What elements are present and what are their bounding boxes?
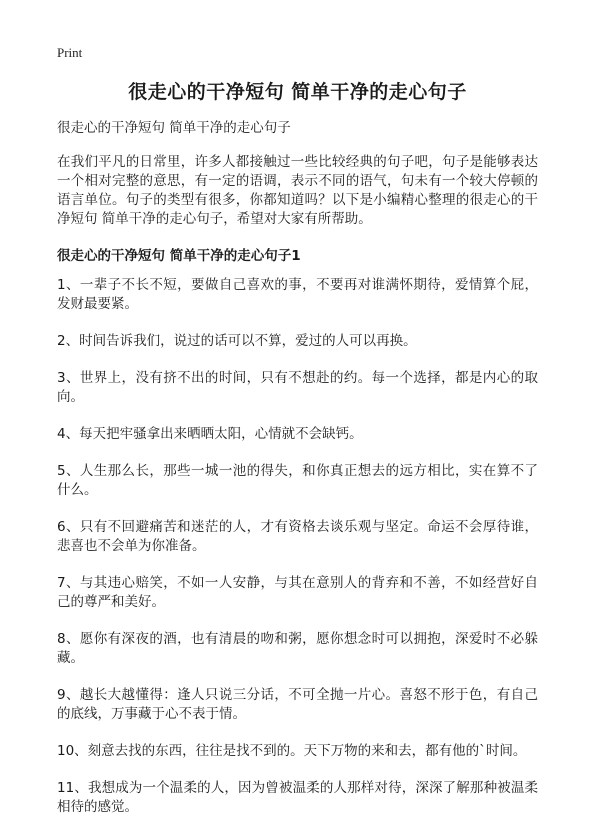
- list-item: 2、时间告诉我们，说过的话可以不算，爱过的人可以再换。: [57, 333, 417, 349]
- print-link[interactable]: Print: [57, 45, 83, 60]
- intro-paragraph: 在我们平凡的日常里，许多人都接触过一些比较经典的句子吧，句子是能够表达一个相对完整的意思，有一定的语调，表示不同的语气，句未有一个较大停顿的语言单位。句子的类型有很多，你都知道吗？以下是小编精心整理的很走心的干净短句 简单干净的走心句子，希望对大家有所帮助。: [57, 154, 538, 227]
- list-item: 4、每天把牢骚拿出来晒晒太阳，心情就不会缺钙。: [57, 426, 363, 442]
- list-item: 7、与其违心赔笑，不如一人安静，与其在意别人的背弃和不善，不如经营好自己的尊严和美好。: [57, 575, 538, 610]
- sentence-list: [57, 276, 538, 817]
- list-item: 8、愿你有深夜的酒，也有清晨的吻和粥，愿你想念时可以拥抱，深爱时不必躲藏。: [57, 631, 538, 666]
- subtitle: 很走心的干净短句 简单干净的走心句子: [57, 120, 291, 136]
- list-item: 3、世界上，没有挤不出的时间，只有不想赴的约。每一个选择，都是内心的取向。: [57, 370, 538, 405]
- list-item: 5、人生那么长，那些一城一池的得失，和你真正想去的远方相比，实在算不了什么。: [57, 463, 538, 498]
- list-item: 11、我想成为一个温柔的人，因为曾被温柔的人那样对待，深深了解那种被温柔相待的感觉。: [57, 780, 538, 815]
- section-heading: 很走心的干净短句 简单干净的走心句子1: [57, 248, 301, 264]
- list-item: 1、一辈子不长不短，要做自己喜欢的事，不要再对谁满怀期待，爱情算个屁，发财最要紧。: [57, 277, 538, 312]
- list-item: 10、刻意去找的东西，往往是找不到的。天下万物的来和去，都有他的`时间。: [57, 743, 527, 759]
- list-item: 6、只有不回避痛苦和迷茫的人，才有资格去谈乐观与坚定。命运不会厚待谁，悲喜也不会单为你准备。: [57, 519, 538, 554]
- list-item: 9、越长大越懂得：逢人只说三分话，不可全抛一片心。喜怒不形于色，有自己的底线，万事藏于心不表于情。: [57, 687, 538, 722]
- page-title: 很走心的干净短句 简单干净的走心句子: [128, 81, 467, 103]
